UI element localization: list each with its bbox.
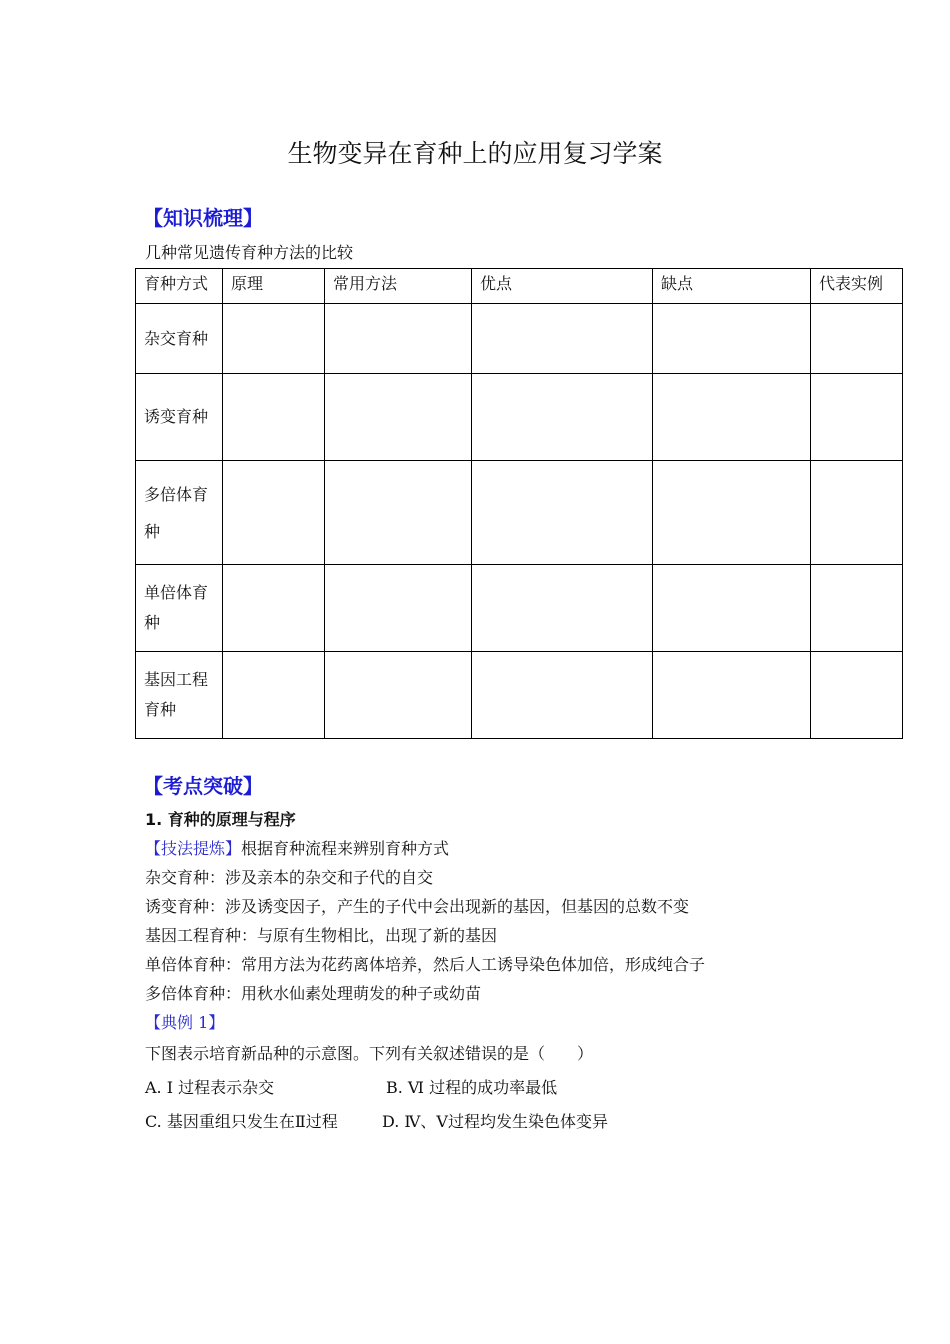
method-line: 种 [144,613,161,632]
option-a: A. Ⅰ 过程表示杂交 [145,1078,275,1097]
table-row [136,304,903,374]
paragraph-line: 杂交育种：涉及亲本的杂交和子代的自交 [145,868,434,887]
method-line: 种 [144,521,161,541]
page-title: 生物变异在育种上的应用复习学案 [287,139,663,168]
header-cell: 常用方法 [325,269,472,304]
tip-text: 根据育种流程来辨别育种方式 [241,839,450,858]
paragraph-line: 基因工程育种：与原有生物相比，出现了新的基因 [145,926,498,945]
method-cell [136,565,223,652]
method-cell: 杂交育种 [136,304,223,374]
method-line: 基因工程 [144,670,209,689]
option-b: B. Ⅵ 过程的成功率最低 [386,1078,558,1097]
method-cell: 诱变育种 [136,374,223,461]
method-cell [136,461,223,565]
paragraph-line: 单倍体育种：常用方法为花药离体培养，然后人工诱导染色体加倍，形成纯合子 [145,955,706,974]
question-text: 下图表示培育新品种的示意图。下列有关叙述错误的是（ ） [145,1044,594,1063]
section-heading-knowledge: 【知识梳理】 [143,206,263,230]
header-cell: 优点 [472,269,653,304]
table-caption: 几种常见遗传育种方法的比较 [145,243,354,262]
table-row [136,652,903,739]
paragraph-line: 多倍体育种：用秋水仙素处理萌发的种子或幼苗 [145,984,482,1003]
option-d: D. Ⅳ、Ⅴ过程均发生染色体变异 [382,1112,608,1131]
table-header-row [136,269,903,304]
header-cell: 原理 [223,269,325,304]
option-c: C. 基因重组只发生在Ⅱ过程 [145,1112,338,1131]
tip-line [145,836,449,859]
comparison-table [135,268,903,739]
method-cell [136,652,223,739]
header-cell: 代表实例 [811,269,903,304]
example-label: 【典例 1】 [145,1013,225,1032]
tip-label: 【技法提炼】 [145,839,242,858]
header-cell: 缺点 [653,269,811,304]
table-row [136,565,903,652]
section-heading-breakthrough: 【考点突破】 [143,774,263,798]
method-line: 多倍体育 [144,484,209,504]
table-row [136,374,903,461]
method-line: 单倍体育 [144,583,209,602]
table-row [136,461,903,565]
header-cell: 育种方式 [136,269,223,304]
method-line: 育种 [144,700,177,719]
subsection-heading: 1. 育种的原理与程序 [145,810,296,829]
paragraph-line: 诱变育种：涉及诱变因子，产生的子代中会出现新的基因，但基因的总数不变 [145,897,690,916]
